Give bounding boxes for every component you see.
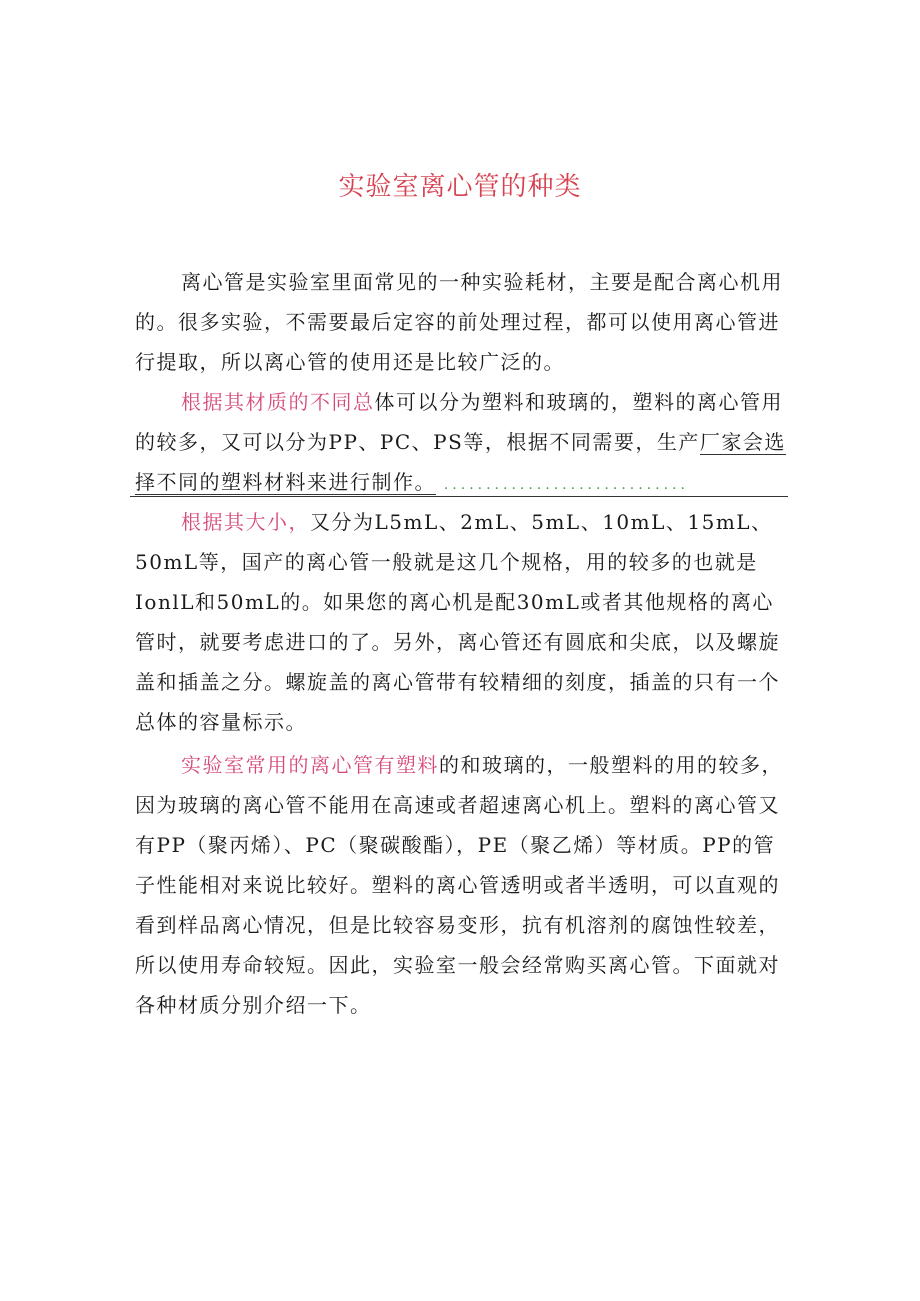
text-line: 行提取，所以离心管的使用还是比较广泛的。 — [135, 350, 565, 374]
underlined-text: 择不同的塑料材料来进行制作。 — [135, 470, 436, 494]
dotted-leader: ............................. — [443, 477, 689, 493]
text-line — [135, 382, 795, 422]
paragraph-common-types — [135, 745, 795, 1025]
text-segment: 又分为L5mL、2mL、5mL、10mL、15mL、 — [310, 510, 773, 534]
text-segment: 的较多，又可以分为PP、PC、PS等，根据不同需要，生产 — [135, 430, 700, 454]
text-line: 盖和插盖之分。螺旋盖的离心管带有较精细的刻度，插盖的只有一个 — [135, 670, 780, 694]
text-segment: 体可以分为塑料和玻璃的，塑料的离心管用 — [374, 390, 783, 414]
text-line: 子性能相对来说比较好。塑料的离心管透明或者半透明，可以直观的 — [135, 873, 780, 897]
text-segment: 的和玻璃的，一般塑料的用的较多， — [439, 753, 783, 777]
text-line: IonlL和50mL的。如果您的离心机是配30mL或者其他规格的离心 — [135, 590, 774, 614]
text-line: 管时，就要考虑进口的了。另外，离心管还有圆底和尖底，以及螺旋 — [135, 630, 780, 654]
text-line — [135, 745, 795, 785]
highlighted-text: 根据其材质的不同总 — [181, 390, 375, 414]
underlined-text: 厂家会选 — [699, 430, 786, 454]
text-line: 的。很多实验，不需要最后定容的前处理过程，都可以使用离心管进 — [135, 310, 780, 334]
text-line: 总体的容量标示。 — [135, 710, 307, 734]
highlighted-text: 根据其大小， — [181, 510, 310, 534]
horizontal-rule — [130, 496, 788, 497]
text-line: 离心管是实验室里面常见的一种实验耗材，主要是配合离心机用 — [181, 270, 783, 294]
text-line: 有PP（聚丙烯）、PC（聚碳酸酯），PE（聚乙烯）等材质。PP的管 — [135, 833, 776, 857]
text-line: 因为玻璃的离心管不能用在高速或者超速离心机上。塑料的离心管又 — [135, 793, 780, 817]
paragraph-size — [135, 502, 795, 742]
text-line — [135, 502, 795, 542]
text-line: 各种材质分别介绍一下。 — [135, 993, 372, 1017]
text-line: 50mL等，国产的离心管一般就是这几个规格，用的较多的也就是 — [135, 550, 758, 574]
paragraph-intro — [135, 262, 795, 382]
text-line: 看到样品离心情况，但是比较容易变形，抗有机溶剂的腐蚀性较差， — [135, 913, 780, 937]
text-line — [135, 462, 795, 505]
text-line — [135, 422, 795, 462]
paragraph-material — [135, 382, 795, 505]
text-line: 所以使用寿命较短。因此，实验室一般会经常购买离心管。下面就对 — [135, 953, 780, 977]
document-title: 实验室离心管的种类 — [338, 172, 582, 202]
highlighted-text: 实验室常用的离心管有塑料 — [181, 753, 439, 777]
